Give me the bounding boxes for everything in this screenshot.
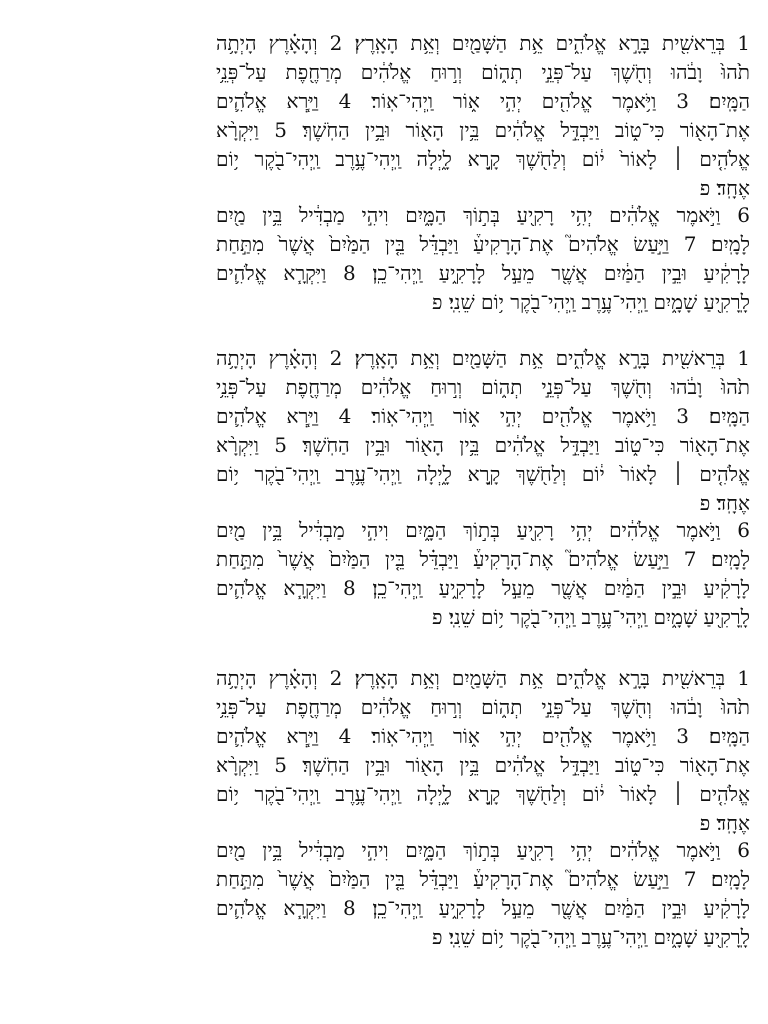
text-line: הַמָּֽיִם׃ 3 וַיֹּ֥אמֶר אֱלֹהִ֖ים יְהִ֣י א֑וֹר וַֽיְהִי־אֽוֹר׃ 4 וַיַּ֧רְא אֱלֹהִ֛ים	[216, 89, 750, 113]
text-line: לָמָֽיִם׃ 7 וַיַּ֣עַשׂ אֱלֹהִים֮ אֶת־הָרָקִיעַ֒ וַיַּבְדֵּ֗ל בֵּ֤ין הַמַּ֙יִם֙ אֲשֶׁר֙ מִתַּ֣חַת	[216, 547, 750, 571]
text-line: אֱלֹהִ֤ים ׀ לָאוֹר֙ י֔וֹם וְלַחֹ֖שֶׁךְ קָ֣רָא לָ֑יְלָה וַֽיְהִי־עֶ֥רֶב וַֽיְהִי־בֹ֖קֶר י֥וֹם	[216, 782, 750, 806]
text-line: 1 בְּרֵאשִׁ֖ית בָּרָ֣א אֱלֹהִ֑ים אֵ֥ת הַשָּׁמַ֖יִם וְאֵ֥ת הָאָֽרֶץ׃ 2 וְהָאָ֗רֶץ הָיְתָ֥ה	[216, 666, 750, 690]
text-line: 1 בְּרֵאשִׁ֖ית בָּרָ֣א אֱלֹהִ֑ים אֵ֥ת הַשָּׁמַ֖יִם וְאֵ֥ת הָאָֽרֶץ׃ 2 וְהָאָ֗רֶץ הָיְתָ֥ה	[216, 346, 750, 370]
text-line: אֶת־הָא֖וֹר כִּי־ט֑וֹב וַיַּבְדֵּ֣ל אֱלֹהִ֔ים בֵּ֥ין הָא֖וֹר וּבֵ֥ין הַחֹֽשֶׁךְ׃ 5 וַיִּקְרָ֨א	[216, 433, 750, 457]
text-line: אֶחָֽד׃ פ	[699, 491, 750, 515]
text-line: לָרָקִ֔יעַ וּבֵ֣ין הַמַּ֔יִם אֲשֶׁ֖ר מֵעַ֣ל לָרָקִ֑יעַ וַֽיְהִי־כֵֽן׃ 8 וַיִּקְרָ֧א אֱלֹהִ֛ים	[216, 896, 750, 920]
text-line: הַמָּֽיִם׃ 3 וַיֹּ֥אמֶר אֱלֹהִ֖ים יְהִ֣י א֑וֹר וַֽיְהִי־אֽוֹר׃ 4 וַיַּ֧רְא אֱלֹהִ֛ים	[216, 404, 750, 428]
text-line: תֹ֙הוּ֙ וָבֹ֔הוּ וְחֹ֖שֶׁךְ עַל־פְּנֵ֣י תְה֑וֹם וְר֣וּחַ אֱלֹהִ֔ים מְרַחֶ֖פֶת עַל־פְּנֵ֥י	[216, 695, 750, 719]
text-block-2	[216, 345, 750, 645]
text-line: לָֽרָקִ֖יעַ שָׁמָ֑יִם וַֽיְהִי־עֶ֥רֶב וַֽיְהִי־בֹ֖קֶר י֥וֹם שֵׁנִֽי׃ פ	[431, 605, 750, 629]
text-line: אֶת־הָא֖וֹר כִּי־ט֑וֹב וַיַּבְדֵּ֣ל אֱלֹהִ֔ים בֵּ֥ין הָא֖וֹר וּבֵ֥ין הַחֹֽשֶׁךְ׃ 5 וַיִּקְרָ֨א	[216, 118, 750, 142]
text-line: 6 וַיֹּ֣אמֶר אֱלֹהִ֔ים יְהִ֥י רָקִ֖יעַ בְּת֣וֹךְ הַמָּ֑יִם וִיהִ֣י מַבְדִּ֔יל בֵּ֥ין מַ֖יִם	[216, 203, 750, 227]
text-block-3	[216, 665, 750, 965]
text-line: לָֽרָקִ֖יעַ שָׁמָ֑יִם וַֽיְהִי־עֶ֥רֶב וַֽיְהִי־בֹ֖קֶר י֥וֹם שֵׁנִֽי׃ פ	[431, 290, 750, 314]
text-line: אֶת־הָא֖וֹר כִּי־ט֑וֹב וַיַּבְדֵּ֣ל אֱלֹהִ֔ים בֵּ֥ין הָא֖וֹר וּבֵ֥ין הַחֹֽשֶׁךְ׃ 5 וַיִּקְרָ֨א	[216, 753, 750, 777]
text-line: 6 וַיֹּ֣אמֶר אֱלֹהִ֔ים יְהִ֥י רָקִ֖יעַ בְּת֣וֹךְ הַמָּ֑יִם וִיהִ֣י מַבְדִּ֔יל בֵּ֥ין מַ֖יִם	[216, 838, 750, 862]
text-line: הַמָּֽיִם׃ 3 וַיֹּ֥אמֶר אֱלֹהִ֖ים יְהִ֣י א֑וֹר וַֽיְהִי־אֽוֹר׃ 4 וַיַּ֧רְא אֱלֹהִ֛ים	[216, 724, 750, 748]
text-line: לָרָקִ֔יעַ וּבֵ֣ין הַמַּ֔יִם אֲשֶׁ֖ר מֵעַ֣ל לָרָקִ֑יעַ וַֽיְהִי־כֵֽן׃ 8 וַיִּקְרָ֧א אֱלֹהִ֛ים	[216, 261, 750, 285]
text-block-1	[216, 30, 750, 330]
text-line: אֶחָֽד׃ פ	[699, 811, 750, 835]
text-line: אֶחָֽד׃ פ	[699, 176, 750, 200]
text-line: אֱלֹהִ֤ים ׀ לָאוֹר֙ י֔וֹם וְלַחֹ֖שֶׁךְ קָ֣רָא לָ֑יְלָה וַֽיְהִי־עֶ֥רֶב וַֽיְהִי־בֹ֖קֶר י֥וֹם	[216, 462, 750, 486]
text-line: 1 בְּרֵאשִׁ֖ית בָּרָ֣א אֱלֹהִ֑ים אֵ֥ת הַשָּׁמַ֖יִם וְאֵ֥ת הָאָֽרֶץ׃ 2 וְהָאָ֗רֶץ הָיְתָ֥ה	[216, 31, 750, 55]
text-line: לָמָֽיִם׃ 7 וַיַּ֣עַשׂ אֱלֹהִים֮ אֶת־הָרָקִיעַ֒ וַיַּבְדֵּ֗ל בֵּ֤ין הַמַּ֙יִם֙ אֲשֶׁר֙ מִתַּ֣חַת	[216, 867, 750, 891]
text-line: אֱלֹהִ֤ים ׀ לָאוֹר֙ י֔וֹם וְלַחֹ֖שֶׁךְ קָ֣רָא לָ֑יְלָה וַֽיְהִי־עֶ֥רֶב וַֽיְהִי־בֹ֖קֶר י֥וֹם	[216, 147, 750, 171]
text-line: לָֽרָקִ֖יעַ שָׁמָ֑יִם וַֽיְהִי־עֶ֥רֶב וַֽיְהִי־בֹ֖קֶר י֥וֹם שֵׁנִֽי׃ פ	[431, 925, 750, 949]
text-line: תֹ֙הוּ֙ וָבֹ֔הוּ וְחֹ֖שֶׁךְ עַל־פְּנֵ֣י תְה֑וֹם וְר֣וּחַ אֱלֹהִ֔ים מְרַחֶ֖פֶת עַל־פְּנֵ֥י	[216, 375, 750, 399]
text-line: תֹ֙הוּ֙ וָבֹ֔הוּ וְחֹ֖שֶׁךְ עַל־פְּנֵ֣י תְה֑וֹם וְר֣וּחַ אֱלֹהִ֔ים מְרַחֶ֖פֶת עַל־פְּנֵ֥י	[216, 60, 750, 84]
text-line: לָרָקִ֔יעַ וּבֵ֣ין הַמַּ֔יִם אֲשֶׁ֖ר מֵעַ֣ל לָרָקִ֑יעַ וַֽיְהִי־כֵֽן׃ 8 וַיִּקְרָ֧א אֱלֹהִ֛ים	[216, 576, 750, 600]
text-line: 6 וַיֹּ֣אמֶר אֱלֹהִ֔ים יְהִ֥י רָקִ֖יעַ בְּת֣וֹךְ הַמָּ֑יִם וִיהִ֣י מַבְדִּ֔יל בֵּ֥ין מַ֖יִם	[216, 518, 750, 542]
text-line: לָמָֽיִם׃ 7 וַיַּ֣עַשׂ אֱלֹהִים֮ אֶת־הָרָקִיעַ֒ וַיַּבְדֵּ֗ל בֵּ֤ין הַמַּ֙יִם֙ אֲשֶׁר֙ מִתַּ֣חַת	[216, 232, 750, 256]
